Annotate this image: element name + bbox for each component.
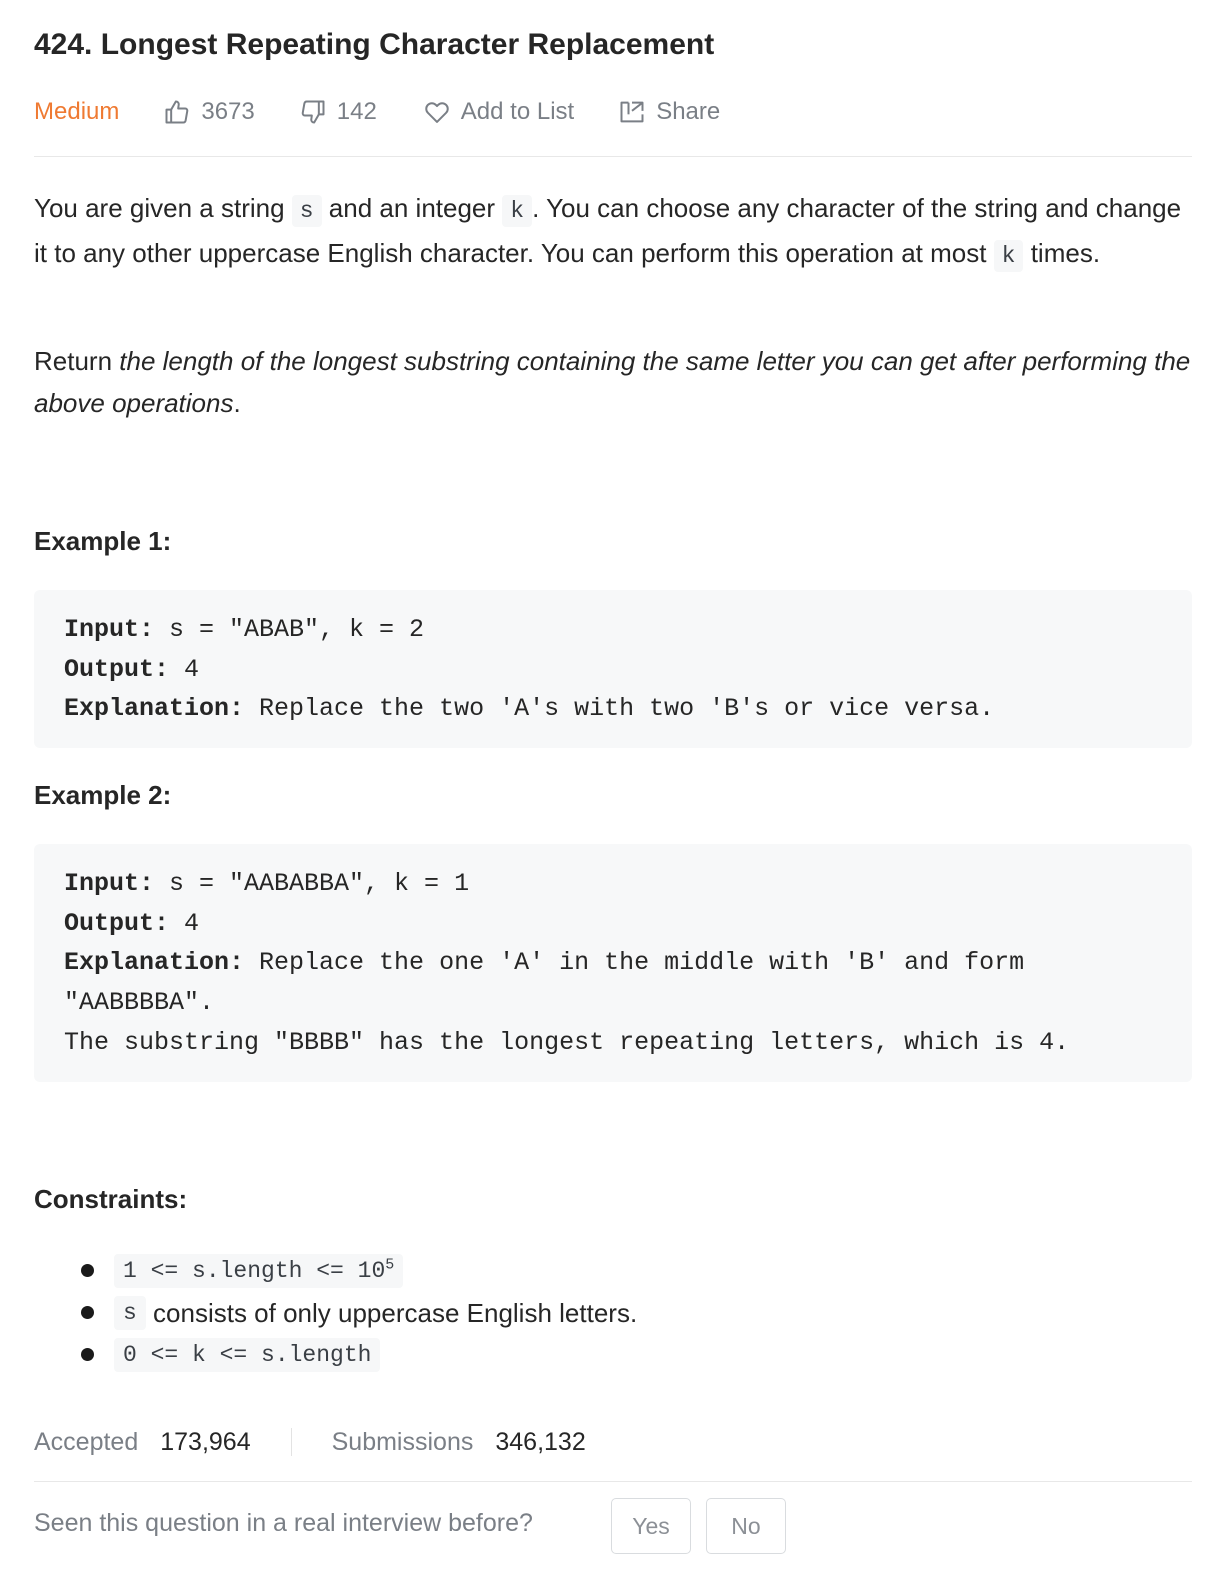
interview-no-button[interactable]: No [706,1498,786,1554]
text-segment: . You can choose any character of the string and change it to any other uppercase English character. You can perform this operation at most [34,193,1182,268]
dislike-count: 142 [336,98,377,125]
constraint-item [0,1250,1228,1292]
heart-icon [423,98,451,126]
constraint-code [114,1254,403,1288]
thumbs-down-icon [299,98,327,126]
submissions-value: 346,132 [495,1427,586,1456]
explanation-label: Explanation: [64,948,245,978]
add-to-list-button[interactable] [423,98,574,126]
constraint-item [0,1292,1228,1334]
difficulty-badge: Medium [34,98,120,125]
explanation-label: Explanation: [64,694,245,724]
stats-divider [291,1428,292,1456]
output-label: Output: [64,908,170,938]
explanation-value: Replace the one 'A' in the middle with 'B' and form [244,948,1025,978]
accepted-label: Accepted [34,1427,139,1456]
thumbs-up-icon [163,98,191,126]
constraint-item [0,1334,1228,1376]
like-count: 3673 [201,98,255,125]
constraints-heading: Constraints: [34,1184,188,1214]
explanation-value: Replace the two 'A's with two 'B's or vice versa. [244,694,995,724]
page-title: 424. Longest Repeating Character Replacement [34,28,715,61]
text-segment: . [233,387,241,418]
like-button[interactable] [163,98,254,126]
submission-stats [34,1424,586,1460]
example-2-heading: Example 2: [34,780,172,810]
example-explanation-line [64,689,1162,729]
constraints-list [0,1250,1228,1376]
inline-code: k [994,240,1024,272]
bullet-icon [81,1306,94,1319]
interview-question-prompt: Seen this question in a real interview before? [34,1509,533,1537]
text-segment: You are given a string [34,193,292,223]
header-divider [34,156,1192,157]
input-label: Input: [64,615,155,644]
output-label: Output: [64,654,170,684]
example-input-line [64,864,1162,904]
text-segment: and an integer [321,193,503,223]
footer-divider [34,1481,1192,1482]
example-explanation-line-2: "AABBBBA". [64,988,215,1018]
problem-meta-bar [34,92,720,132]
example-output-line [64,904,1162,944]
text-segment: times. [1023,237,1101,268]
submissions-label: Submissions [331,1427,474,1456]
input-value: s = "AABABBA", k = 1 [154,869,470,898]
accepted-value: 173,964 [160,1427,251,1456]
inline-code: k [502,195,532,227]
share-button[interactable] [618,98,720,126]
example-explanation-line-3: The substring "BBBB" has the longest repeating letters, which is 4. [64,1027,1070,1057]
output-value: 4 [169,654,200,684]
example-1-code-block [34,590,1192,748]
output-value: 4 [169,908,200,938]
constraint-code-text: 1 <= s.length <= 10 [123,1258,386,1284]
example-1-heading: Example 1: [34,526,172,556]
example-input-line [64,610,1162,650]
description-paragraph-1 [34,188,1194,277]
example-explanation-line [64,943,1162,983]
example-output-line [64,650,1162,690]
input-label: Input: [64,869,155,898]
interview-yes-button[interactable]: Yes [611,1498,691,1554]
add-to-list-label: Add to List [460,98,575,125]
share-icon [618,98,646,126]
exponent: 5 [385,1256,395,1274]
emphasis-text: the length of the longest substring containing the same letter you can get after performing the above operations [34,346,1191,418]
bullet-icon [81,1264,94,1277]
text-segment: Return [34,346,120,376]
input-value: s = "ABAB", k = 2 [154,615,425,644]
example-2-code-block [34,844,1192,1082]
dislike-button[interactable] [299,98,377,126]
inline-code: s [292,195,322,227]
constraint-text: consists of only uppercase English letters. [145,1297,638,1328]
constraint-code: s [114,1296,146,1330]
constraint-code: 0 <= k <= s.length [114,1338,380,1372]
share-label: Share [656,98,721,125]
bullet-icon [81,1348,94,1361]
description-paragraph-2 [34,341,1194,424]
